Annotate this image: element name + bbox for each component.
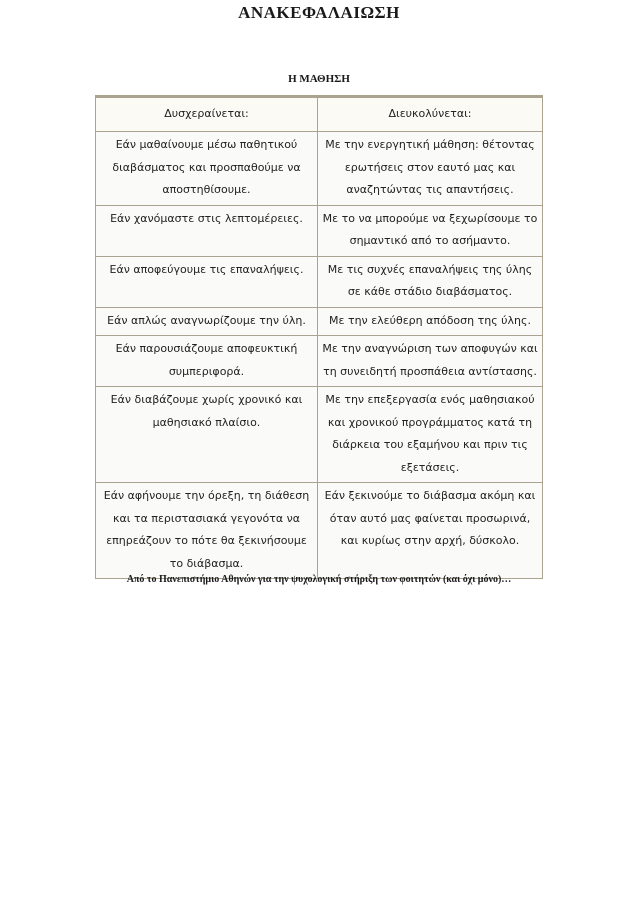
comparison-table-container bbox=[95, 95, 542, 579]
cell-hindered: Εάν χανόμαστε στις λεπτομέρειες. bbox=[96, 205, 318, 256]
cell-facilitated: Με τις συχνές επαναλήψεις της ύλης σε κάθε στάδιο διαβάσματος. bbox=[318, 256, 543, 307]
header-facilitated: Διευκολύνεται: bbox=[318, 97, 543, 132]
source-note: Από το Πανεπιστήμιο Αθηνών για την ψυχολογική στήριξη των φοιτητών (και όχι μόνο)… bbox=[126, 574, 512, 585]
table-header-row bbox=[96, 97, 543, 132]
cell-facilitated: Με την αναγνώριση των αποφυγών και τη συνειδητή προσπάθεια αντίστασης. bbox=[318, 336, 543, 387]
table-row bbox=[96, 132, 543, 206]
cell-facilitated: Με την ενεργητική μάθηση: θέτοντας ερωτήσεις στον εαυτό μας και αναζητώντας τις απαντήσεις. bbox=[318, 132, 543, 206]
table-row bbox=[96, 205, 543, 256]
cell-hindered: Εάν μαθαίνουμε μέσω παθητικού διαβάσματος και προσπαθούμε να αποστηθίσουμε. bbox=[96, 132, 318, 206]
cell-facilitated: Με το να μπορούμε να ξεχωρίσουμε το σημαντικό από το ασήμαντο. bbox=[318, 205, 543, 256]
cell-facilitated: Με την επεξεργασία ενός μαθησιακού και χρονικού προγράμματος κατά τη διάρκεια του εξαμήνου και πριν τις εξετάσεις. bbox=[318, 387, 543, 483]
cell-hindered: Εάν διαβάζουμε χωρίς χρονικό και μαθησιακό πλαίσιο. bbox=[96, 387, 318, 483]
table-row bbox=[96, 307, 543, 336]
cell-hindered: Εάν αποφεύγουμε τις επαναλήψεις. bbox=[96, 256, 318, 307]
section-title: Η ΜΑΘΗΣΗ bbox=[288, 73, 350, 85]
table-row bbox=[96, 483, 543, 579]
cell-facilitated: Εάν ξεκινούμε το διάβασμα ακόμη και όταν αυτό μας φαίνεται προσωρινά, και κυρίως στην αρχή, δύσκολο. bbox=[318, 483, 543, 579]
comparison-table bbox=[95, 95, 543, 579]
cell-hindered: Εάν απλώς αναγνωρίζουμε την ύλη. bbox=[96, 307, 318, 336]
cell-facilitated: Με την ελεύθερη απόδοση της ύλης. bbox=[318, 307, 543, 336]
table-row bbox=[96, 336, 543, 387]
table-row bbox=[96, 387, 543, 483]
cell-hindered: Εάν παρουσιάζουμε αποφευκτική συμπεριφορά. bbox=[96, 336, 318, 387]
page-title: ΑΝΑΚΕΦΑΛΑΙΩΣΗ bbox=[238, 3, 400, 22]
header-hindered: Δυσχεραίνεται: bbox=[96, 97, 318, 132]
cell-hindered: Εάν αφήνουμε την όρεξη, τη διάθεση και τα περιστασιακά γεγονότα να επηρεάζουν το πότε θα ξεκινήσουμε το διάβασμα. bbox=[96, 483, 318, 579]
table-row bbox=[96, 256, 543, 307]
